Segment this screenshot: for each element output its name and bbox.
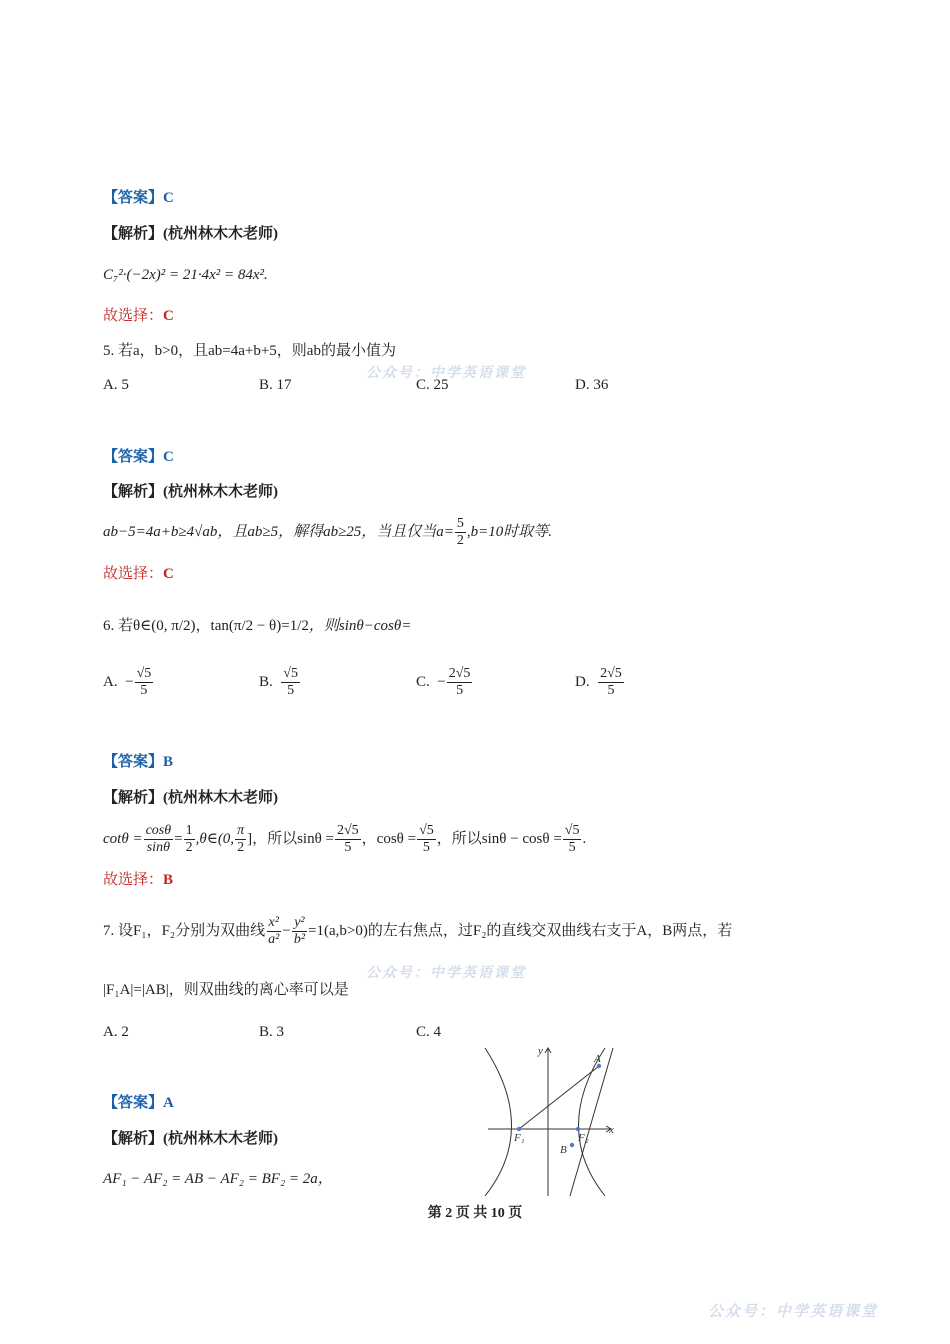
q7-stem-a: 7. 设F₁，F₂分别为双曲线 <box>103 923 266 939</box>
choose-label: 故选择： <box>103 566 164 582</box>
frac-den: 5 <box>287 683 295 698</box>
q5-sol-part1: ab−5=4a+b≥4√ab，且ab≥5，解得ab≥25，当且仅当a= <box>103 524 454 540</box>
answer-tag: 【答案】 <box>103 449 164 465</box>
frac-den: b² <box>293 932 306 948</box>
point-f2 <box>576 1127 580 1131</box>
q5-analysis-tag: 【解析】(杭州林木木老师) <box>103 484 278 500</box>
frac-den: 5 <box>456 683 464 698</box>
label-x: x <box>609 1124 614 1136</box>
sol-cos: ，cosθ = <box>361 831 417 847</box>
answer-value: A <box>163 1095 174 1111</box>
label-f1: F₁ <box>514 1132 525 1144</box>
q6-option-a <box>103 666 154 699</box>
frac-den: 5 <box>607 683 615 698</box>
q6-answer <box>103 752 173 772</box>
frac-den: 5 <box>140 683 148 698</box>
option-label: D. <box>575 673 590 690</box>
q6-solution: cotθ = $\frac{\cos\theta}{\sin\theta}$ = $\frac{1}{2}$ ,θ∈(0, $\frac{\pi}{2}$ ]，所以sinθ = $\frac{2√5}{5}$ ，cosθ = $\frac{√5}{5}$ ，所以sinθ − cosθ = $\frac{√5}{5}$ . <box>103 823 587 856</box>
q7-option-c: C. 4 <box>416 1024 442 1040</box>
q6-option-c <box>416 666 473 699</box>
sol-frac-pi <box>235 823 246 856</box>
q7-stem-line2: |F₁A|=|AB|，则双曲线的离心率可以是 <box>103 982 349 998</box>
frac-den: sinθ <box>146 840 170 856</box>
option-label: B. <box>259 673 273 690</box>
q5-sol-frac <box>455 516 466 549</box>
frac-den: 2 <box>185 840 193 856</box>
q4-choose <box>103 306 174 326</box>
q6-stem-eq: = <box>281 618 290 634</box>
option-frac <box>281 666 300 699</box>
q7-option-a: A. 2 <box>103 1024 129 1040</box>
answer-value: C <box>163 449 174 465</box>
line-f1-a <box>519 1066 599 1129</box>
sol-end: . <box>582 831 587 847</box>
q5-option-d: D. 36 <box>575 377 609 393</box>
q6-stem <box>103 606 411 646</box>
q5-option-a: A. 5 <box>103 377 129 393</box>
q7-frac-y <box>292 915 307 948</box>
label-y: y <box>538 1045 543 1057</box>
q5-option-b: B. 17 <box>259 377 292 393</box>
q7-stem-line1: 7. 设F₁，F₂分别为双曲线 $\frac{\text{x²}}{\text{a²}}$ − $\frac{\text{y²}}{\text{b²}}$ =1(a,b>0)的左右焦点，过F₂的直线交双曲线右支于A，B两点，若 <box>103 915 733 948</box>
frac-num: 2√5 <box>600 666 622 681</box>
choose-value: C <box>163 566 174 582</box>
frac-den: 5 <box>422 840 430 856</box>
option-sign: − <box>437 673 446 690</box>
q6-stem-interval: (0, π/2) <box>151 618 196 634</box>
sol-tail: ，所以sinθ − cosθ = <box>436 831 562 847</box>
option-label: A. <box>103 673 118 690</box>
q6-analysis-tag: 【解析】(杭州林木木老师) <box>103 790 278 806</box>
sol-range-b: ]，所以sinθ = <box>247 831 334 847</box>
q6-choose <box>103 870 173 890</box>
q6-option-d <box>575 666 625 699</box>
page-footer: 第 2 页 共 10 页 <box>427 1206 523 1221</box>
sol-frac-sin <box>335 823 361 856</box>
frac-num: 5 <box>456 516 464 532</box>
answer-tag: 【答案】 <box>103 190 164 206</box>
q5-answer <box>103 447 174 467</box>
q4-analysis-tag: 【解析】(杭州林木木老师) <box>103 226 278 242</box>
choose-value: C <box>163 308 174 324</box>
q5-choose <box>103 564 174 584</box>
option-label: C. <box>416 673 430 690</box>
answer-value: B <box>163 754 174 770</box>
q6-stem-mid: ，tan <box>195 618 229 634</box>
frac-num: π <box>237 823 245 839</box>
point-f1 <box>517 1127 521 1131</box>
sol-frac-result <box>563 823 582 856</box>
q5-solution <box>103 514 552 550</box>
q6-stem-prefix: 6. 若θ∈ <box>103 618 152 634</box>
frac-den: 2 <box>456 533 464 549</box>
label-b: B <box>560 1144 567 1156</box>
option-frac <box>447 666 473 699</box>
q7-stem-b: =1(a,b>0)的左右焦点，过F₂的直线交双曲线右支于A，B两点，若 <box>308 923 733 939</box>
q6-stem-tail: ，则sinθ−cosθ= <box>308 618 412 634</box>
frac-den: a² <box>268 932 280 948</box>
frac-num: √5 <box>283 666 298 681</box>
option-sign: − <box>125 673 134 690</box>
watermark: 公众号：中学英语课堂 <box>708 1302 879 1320</box>
frac-num: x² <box>268 915 279 931</box>
q5-option-c: C. 25 <box>416 377 449 393</box>
sol-cot: cotθ = <box>103 831 143 847</box>
q5-stem: 5. 若a，b>0，且ab=4a+b+5，则ab的最小值为 <box>103 343 396 359</box>
option-frac <box>598 666 624 699</box>
frac-num: 2√5 <box>448 666 471 681</box>
watermark: 公众号：中学英语课堂 <box>366 965 526 981</box>
q7-frac-x <box>266 915 281 948</box>
label-f2: F₂ <box>578 1132 589 1144</box>
frac-num: cosθ <box>145 823 172 839</box>
frac-den: 2 <box>237 840 245 856</box>
frac-num: √5 <box>419 823 434 839</box>
sol-range-a: ,θ∈(0, <box>195 831 235 847</box>
point-b <box>570 1143 574 1147</box>
choose-value: B <box>163 872 174 888</box>
q7-answer <box>103 1093 174 1113</box>
q5-sol-part2: ,b=10时取等. <box>466 524 553 540</box>
q6-stem-tan-arg: (π/2 − θ) <box>228 618 282 634</box>
frac-den: 5 <box>344 840 352 856</box>
frac-num: 1 <box>185 823 193 839</box>
choose-label: 故选择： <box>103 308 164 324</box>
frac-num: √5 <box>136 666 152 681</box>
choose-label: 故选择： <box>103 872 164 888</box>
answer-tag: 【答案】 <box>103 754 164 770</box>
q6-stem-half: 1/2 <box>289 618 309 634</box>
frac-den: 5 <box>568 840 576 856</box>
option-frac <box>135 666 154 699</box>
q4-answer <box>103 188 174 208</box>
hyperbola-figure <box>480 1040 620 1200</box>
sol-frac-cos-sin <box>144 823 174 856</box>
q4-formula: C₇²·(−2x)² = 21·4x² = 84x². <box>103 267 268 283</box>
frac-num: 2√5 <box>336 823 359 839</box>
left-branch <box>485 1048 512 1196</box>
answer-value: C <box>163 190 174 206</box>
watermark: 公众号：中学英语课堂 <box>366 365 526 381</box>
label-a: A <box>594 1053 601 1065</box>
frac-num: y² <box>294 915 305 931</box>
sol-frac-cos <box>417 823 436 856</box>
answer-tag: 【答案】 <box>103 1095 164 1111</box>
q7-solution: AF₁ − AF₂ = AB − AF₂ = BF₂ = 2a， <box>103 1171 333 1187</box>
q7-analysis-tag: 【解析】(杭州林木木老师) <box>103 1131 278 1147</box>
q6-option-b <box>259 666 301 699</box>
sol-frac-half <box>184 823 195 856</box>
q7-option-b: B. 3 <box>259 1024 285 1040</box>
frac-num: √5 <box>564 823 580 839</box>
line-a-b <box>570 1048 613 1196</box>
